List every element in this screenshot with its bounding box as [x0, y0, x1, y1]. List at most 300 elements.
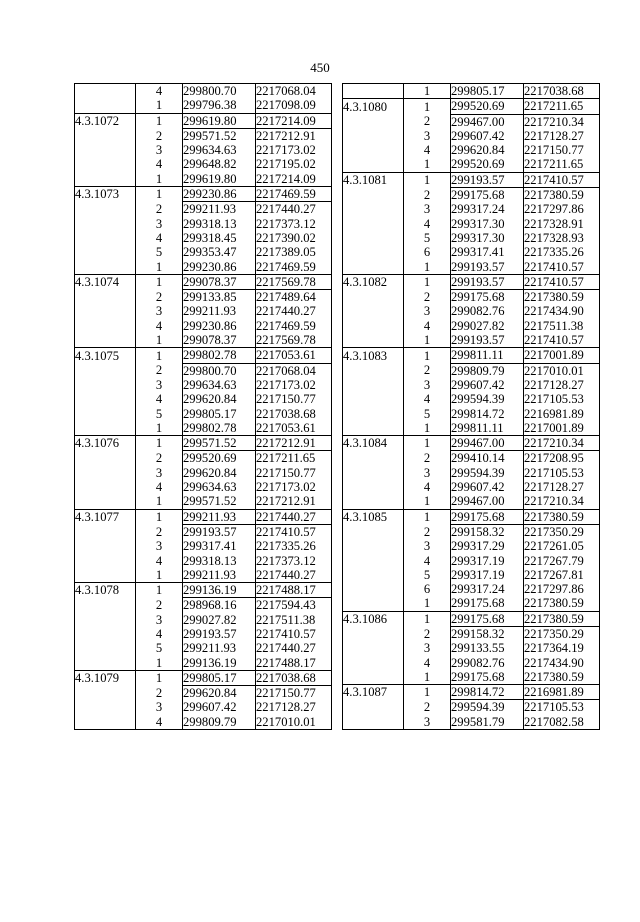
- x-coordinate-cell: 299078.37: [183, 333, 256, 348]
- table-row: [75, 686, 332, 701]
- table-row: [75, 348, 332, 363]
- x-coordinate-cell: 299467.00: [451, 494, 524, 509]
- x-coordinate-cell: 299230.86: [183, 319, 256, 333]
- table-row: [75, 378, 332, 392]
- y-coordinate-cell: 2217410.57: [524, 172, 600, 187]
- point-number-cell: 1: [136, 656, 183, 671]
- point-number-cell: 4: [404, 217, 451, 231]
- point-number-cell: 1: [404, 99, 451, 114]
- table-row: [75, 245, 332, 259]
- point-number-cell: 1: [136, 113, 183, 128]
- table-row: [343, 715, 600, 730]
- parcel-id-cell: [75, 333, 136, 348]
- y-coordinate-cell: 2217380.59: [524, 188, 600, 203]
- table-row: [75, 700, 332, 714]
- parcel-id-cell: [343, 392, 404, 406]
- table-row: [75, 641, 332, 655]
- table-row: [75, 583, 332, 598]
- table-row: [343, 626, 600, 641]
- parcel-id-cell: [343, 245, 404, 259]
- parcel-id-cell: [75, 245, 136, 259]
- y-coordinate-cell: 2217211.65: [256, 451, 332, 466]
- y-coordinate-cell: 2217569.78: [256, 333, 332, 348]
- parcel-id-cell: [75, 715, 136, 730]
- y-coordinate-cell: 2217068.04: [256, 84, 332, 99]
- x-coordinate-cell: 299619.80: [183, 113, 256, 128]
- y-coordinate-cell: 2217038.68: [256, 407, 332, 421]
- y-coordinate-cell: 2217001.89: [524, 348, 600, 363]
- parcel-id-cell: [343, 84, 404, 99]
- y-coordinate-cell: 2217390.02: [256, 231, 332, 245]
- x-coordinate-cell: 299520.69: [451, 99, 524, 114]
- parcel-id-cell: [75, 494, 136, 509]
- point-number-cell: 1: [136, 670, 183, 685]
- y-coordinate-cell: 2217380.59: [524, 596, 600, 611]
- point-number-cell: 1: [404, 436, 451, 451]
- table-row: [343, 407, 600, 421]
- x-coordinate-cell: 299230.86: [183, 187, 256, 202]
- table-row: [343, 245, 600, 259]
- y-coordinate-cell: 2217380.59: [524, 509, 600, 524]
- y-coordinate-cell: 2217489.64: [256, 290, 332, 305]
- table-row: [343, 509, 600, 524]
- y-coordinate-cell: 2217594.43: [256, 598, 332, 613]
- parcel-id-cell: 4.3.1083: [343, 348, 404, 363]
- point-number-cell: 1: [404, 494, 451, 509]
- table-row: [75, 494, 332, 509]
- parcel-id-cell: 4.3.1086: [343, 611, 404, 626]
- x-coordinate-cell: 299175.68: [451, 509, 524, 524]
- table-row: [343, 494, 600, 509]
- parcel-id-cell: [75, 157, 136, 171]
- x-coordinate-cell: 299193.57: [451, 274, 524, 289]
- parcel-id-cell: 4.3.1076: [75, 436, 136, 451]
- y-coordinate-cell: 2217328.91: [524, 217, 600, 231]
- table-row: [343, 700, 600, 715]
- x-coordinate-cell: 299811.11: [451, 348, 524, 363]
- table-row: [75, 715, 332, 730]
- point-number-cell: 2: [404, 114, 451, 129]
- parcel-id-cell: [343, 480, 404, 494]
- parcel-id-cell: [343, 319, 404, 333]
- point-number-cell: 4: [404, 554, 451, 568]
- x-coordinate-cell: 299027.82: [451, 319, 524, 333]
- y-coordinate-cell: 2217210.34: [524, 436, 600, 451]
- x-coordinate-cell: 299634.63: [183, 480, 256, 494]
- point-number-cell: 1: [136, 436, 183, 451]
- point-number-cell: 1: [404, 172, 451, 187]
- parcel-id-cell: [343, 260, 404, 275]
- parcel-id-cell: [75, 451, 136, 466]
- x-coordinate-cell: 299620.84: [183, 392, 256, 406]
- x-coordinate-cell: 299353.47: [183, 245, 256, 259]
- point-number-cell: 1: [404, 348, 451, 363]
- parcel-id-cell: [75, 84, 136, 99]
- x-coordinate-cell: 299814.72: [451, 685, 524, 700]
- table-row: [343, 99, 600, 114]
- parcel-id-cell: [343, 554, 404, 568]
- table-row: [75, 363, 332, 378]
- parcel-id-cell: [75, 363, 136, 378]
- y-coordinate-cell: 2217440.27: [256, 304, 332, 318]
- point-number-cell: 2: [404, 363, 451, 378]
- x-coordinate-cell: 299802.78: [183, 421, 256, 436]
- point-number-cell: 6: [404, 245, 451, 259]
- x-coordinate-cell: 299193.57: [183, 627, 256, 641]
- parcel-id-cell: [75, 172, 136, 187]
- table-row: [75, 598, 332, 613]
- point-number-cell: 1: [136, 172, 183, 187]
- parcel-id-cell: [75, 700, 136, 714]
- y-coordinate-cell: 2217410.57: [524, 333, 600, 348]
- y-coordinate-cell: 2217380.59: [524, 611, 600, 626]
- y-coordinate-cell: 2217569.78: [256, 274, 332, 289]
- x-coordinate-cell: 299211.93: [183, 641, 256, 655]
- x-coordinate-cell: 299158.32: [451, 524, 524, 539]
- point-number-cell: 4: [404, 319, 451, 333]
- table-row: [75, 157, 332, 171]
- y-coordinate-cell: 2217440.27: [256, 568, 332, 583]
- table-row: [75, 554, 332, 568]
- point-number-cell: 3: [404, 715, 451, 730]
- point-number-cell: 1: [404, 333, 451, 348]
- point-number-cell: 2: [404, 626, 451, 641]
- parcel-id-cell: [343, 188, 404, 203]
- point-number-cell: 1: [136, 98, 183, 113]
- y-coordinate-cell: 2217434.90: [524, 656, 600, 670]
- x-coordinate-cell: 299136.19: [183, 656, 256, 671]
- point-number-cell: 2: [404, 290, 451, 305]
- point-number-cell: 4: [404, 143, 451, 157]
- parcel-id-cell: [75, 128, 136, 143]
- y-coordinate-cell: 2217010.01: [256, 715, 332, 730]
- y-coordinate-cell: 2217350.29: [524, 524, 600, 539]
- table-row: [343, 217, 600, 231]
- table-row: [343, 304, 600, 318]
- x-coordinate-cell: 299133.55: [451, 641, 524, 655]
- y-coordinate-cell: 2217053.61: [256, 348, 332, 363]
- table-row: [343, 480, 600, 494]
- x-coordinate-cell: 299607.42: [451, 480, 524, 494]
- y-coordinate-cell: 2217267.81: [524, 568, 600, 582]
- y-coordinate-cell: 2217328.93: [524, 231, 600, 245]
- point-number-cell: 2: [136, 202, 183, 217]
- point-number-cell: 1: [136, 583, 183, 598]
- point-number-cell: 3: [404, 129, 451, 143]
- y-coordinate-cell: 2217105.53: [524, 392, 600, 406]
- point-number-cell: 1: [404, 509, 451, 524]
- x-coordinate-cell: 299193.57: [451, 333, 524, 348]
- x-coordinate-cell: 299211.93: [183, 509, 256, 524]
- point-number-cell: 2: [136, 524, 183, 539]
- table-row: [75, 436, 332, 451]
- table-row: [75, 260, 332, 275]
- parcel-id-cell: 4.3.1079: [75, 670, 136, 685]
- table-row: [343, 157, 600, 172]
- table-row: [75, 407, 332, 421]
- x-coordinate-cell: 299318.45: [183, 231, 256, 245]
- table-row: [75, 480, 332, 494]
- y-coordinate-cell: 2217211.65: [524, 157, 600, 172]
- point-number-cell: 1: [404, 670, 451, 685]
- point-number-cell: 3: [404, 202, 451, 216]
- y-coordinate-cell: 2217214.09: [256, 113, 332, 128]
- parcel-id-cell: [75, 480, 136, 494]
- table-row: [75, 319, 332, 333]
- point-number-cell: 3: [404, 539, 451, 553]
- table-row: [343, 641, 600, 655]
- table-row: [343, 114, 600, 129]
- x-coordinate-cell: 299467.00: [451, 436, 524, 451]
- point-number-cell: 3: [136, 304, 183, 318]
- parcel-id-cell: [75, 392, 136, 406]
- table-row: [75, 202, 332, 217]
- point-number-cell: 3: [404, 304, 451, 318]
- y-coordinate-cell: 2217410.57: [524, 260, 600, 275]
- x-coordinate-cell: 299802.78: [183, 348, 256, 363]
- x-coordinate-cell: 299809.79: [451, 363, 524, 378]
- x-coordinate-cell: 299318.13: [183, 554, 256, 568]
- y-coordinate-cell: 2217010.01: [524, 363, 600, 378]
- parcel-id-cell: [343, 363, 404, 378]
- table-row: [343, 188, 600, 203]
- table-row: [343, 392, 600, 406]
- x-coordinate-cell: 299520.69: [183, 451, 256, 466]
- x-coordinate-cell: 299607.42: [451, 129, 524, 143]
- x-coordinate-cell: 299620.84: [451, 143, 524, 157]
- parcel-id-cell: 4.3.1081: [343, 172, 404, 187]
- y-coordinate-cell: 2217488.17: [256, 583, 332, 598]
- x-coordinate-cell: 299594.39: [451, 700, 524, 715]
- x-coordinate-cell: 299193.57: [183, 524, 256, 539]
- table-row: [75, 451, 332, 466]
- x-coordinate-cell: 299211.93: [183, 202, 256, 217]
- point-number-cell: 5: [136, 245, 183, 259]
- table-row: [343, 129, 600, 143]
- x-coordinate-cell: 299571.52: [183, 436, 256, 451]
- point-number-cell: 3: [404, 378, 451, 392]
- x-coordinate-cell: 299082.76: [451, 304, 524, 318]
- x-coordinate-cell: 299318.13: [183, 217, 256, 231]
- table-row: [75, 509, 332, 524]
- table-row: [75, 304, 332, 318]
- point-number-cell: 4: [136, 627, 183, 641]
- y-coordinate-cell: 2217297.86: [524, 582, 600, 596]
- parcel-id-cell: [343, 333, 404, 348]
- table-row: [343, 202, 600, 216]
- x-coordinate-cell: 299410.14: [451, 451, 524, 466]
- y-coordinate-cell: 2217440.27: [256, 509, 332, 524]
- parcel-id-cell: [75, 568, 136, 583]
- y-coordinate-cell: 2217150.77: [256, 686, 332, 701]
- table-row: [75, 392, 332, 406]
- parcel-id-cell: 4.3.1080: [343, 99, 404, 114]
- y-coordinate-cell: 2217105.53: [524, 466, 600, 480]
- point-number-cell: 4: [136, 319, 183, 333]
- table-row: [75, 670, 332, 685]
- point-number-cell: 3: [404, 466, 451, 480]
- parcel-id-cell: [343, 129, 404, 143]
- point-number-cell: 3: [136, 217, 183, 231]
- x-coordinate-cell: 298968.16: [183, 598, 256, 613]
- parcel-id-cell: 4.3.1087: [343, 685, 404, 700]
- x-coordinate-cell: 299620.84: [183, 466, 256, 480]
- table-row: [75, 421, 332, 436]
- point-number-cell: 3: [136, 613, 183, 627]
- left-coordinates-table: [74, 83, 332, 730]
- x-coordinate-cell: 299607.42: [451, 378, 524, 392]
- page-number: 450: [310, 60, 330, 75]
- table-row: [343, 290, 600, 305]
- point-number-cell: 5: [136, 641, 183, 655]
- table-row: [343, 348, 600, 363]
- parcel-id-cell: [343, 290, 404, 305]
- x-coordinate-cell: 299805.17: [183, 407, 256, 421]
- y-coordinate-cell: 2217410.57: [256, 627, 332, 641]
- point-number-cell: 5: [404, 231, 451, 245]
- table-row: [75, 290, 332, 305]
- table-row: [343, 670, 600, 685]
- table-row: [343, 333, 600, 348]
- y-coordinate-cell: 2217214.09: [256, 172, 332, 187]
- table-row: [75, 613, 332, 627]
- y-coordinate-cell: 2216981.89: [524, 407, 600, 421]
- point-number-cell: 4: [136, 480, 183, 494]
- table-row: [75, 113, 332, 128]
- x-coordinate-cell: 299814.72: [451, 407, 524, 421]
- x-coordinate-cell: 299317.41: [451, 245, 524, 259]
- y-coordinate-cell: 2217001.89: [524, 421, 600, 436]
- x-coordinate-cell: 299805.17: [183, 670, 256, 685]
- point-number-cell: 1: [136, 348, 183, 363]
- parcel-id-cell: [75, 421, 136, 436]
- point-number-cell: 1: [404, 685, 451, 700]
- parcel-id-cell: [343, 421, 404, 436]
- table-row: [343, 685, 600, 700]
- parcel-id-cell: [343, 494, 404, 509]
- y-coordinate-cell: 2217038.68: [256, 670, 332, 685]
- parcel-id-cell: [343, 202, 404, 216]
- y-coordinate-cell: 2217068.04: [256, 363, 332, 378]
- y-coordinate-cell: 2217335.26: [524, 245, 600, 259]
- y-coordinate-cell: 2216981.89: [524, 685, 600, 700]
- parcel-id-cell: 4.3.1073: [75, 187, 136, 202]
- table-row: [343, 436, 600, 451]
- point-number-cell: 1: [136, 187, 183, 202]
- table-row: [343, 524, 600, 539]
- x-coordinate-cell: 299520.69: [451, 157, 524, 172]
- table-row: [343, 378, 600, 392]
- y-coordinate-cell: 2217511.38: [256, 613, 332, 627]
- y-coordinate-cell: 2217053.61: [256, 421, 332, 436]
- point-number-cell: 4: [404, 480, 451, 494]
- parcel-id-cell: [343, 596, 404, 611]
- table-row: [75, 568, 332, 583]
- point-number-cell: 5: [404, 407, 451, 421]
- parcel-id-cell: [75, 290, 136, 305]
- parcel-id-cell: [75, 539, 136, 553]
- parcel-id-cell: 4.3.1072: [75, 113, 136, 128]
- parcel-id-cell: [75, 217, 136, 231]
- x-coordinate-cell: 299078.37: [183, 274, 256, 289]
- x-coordinate-cell: 299211.93: [183, 568, 256, 583]
- table-row: [75, 187, 332, 202]
- parcel-id-cell: [343, 466, 404, 480]
- point-number-cell: 2: [136, 363, 183, 378]
- table-row: [343, 274, 600, 289]
- table-row: [75, 231, 332, 245]
- point-number-cell: 2: [404, 700, 451, 715]
- point-number-cell: 3: [136, 378, 183, 392]
- parcel-id-cell: [75, 260, 136, 275]
- y-coordinate-cell: 2217469.59: [256, 260, 332, 275]
- parcel-id-cell: [75, 466, 136, 480]
- point-number-cell: 1: [404, 260, 451, 275]
- x-coordinate-cell: 299800.70: [183, 363, 256, 378]
- y-coordinate-cell: 2217373.12: [256, 554, 332, 568]
- x-coordinate-cell: 299193.57: [451, 260, 524, 275]
- y-coordinate-cell: 2217380.59: [524, 670, 600, 685]
- table-row: [75, 627, 332, 641]
- point-number-cell: 2: [136, 686, 183, 701]
- point-number-cell: 1: [404, 274, 451, 289]
- y-coordinate-cell: 2217150.77: [256, 392, 332, 406]
- parcel-id-cell: 4.3.1078: [75, 583, 136, 598]
- x-coordinate-cell: 299317.24: [451, 202, 524, 216]
- parcel-id-cell: [75, 554, 136, 568]
- parcel-id-cell: [75, 98, 136, 113]
- x-coordinate-cell: 299634.63: [183, 143, 256, 157]
- parcel-id-cell: [75, 378, 136, 392]
- parcel-id-cell: [343, 217, 404, 231]
- parcel-id-cell: [75, 143, 136, 157]
- table-row: [75, 98, 332, 113]
- y-coordinate-cell: 2217335.26: [256, 539, 332, 553]
- parcel-id-cell: [343, 157, 404, 172]
- point-number-cell: 4: [136, 715, 183, 730]
- x-coordinate-cell: 299317.19: [451, 568, 524, 582]
- y-coordinate-cell: 2217410.57: [524, 274, 600, 289]
- table-row: [343, 554, 600, 568]
- parcel-id-cell: 4.3.1082: [343, 274, 404, 289]
- table-row: [75, 217, 332, 231]
- x-coordinate-cell: 299805.17: [451, 84, 524, 99]
- table-row: [343, 231, 600, 245]
- parcel-id-cell: [343, 641, 404, 655]
- y-coordinate-cell: 2217150.77: [524, 143, 600, 157]
- table-row: [75, 143, 332, 157]
- parcel-id-cell: [343, 656, 404, 670]
- parcel-id-cell: 4.3.1077: [75, 509, 136, 524]
- y-coordinate-cell: 2217389.05: [256, 245, 332, 259]
- table-row: [75, 539, 332, 553]
- parcel-id-cell: [75, 686, 136, 701]
- parcel-id-cell: [75, 656, 136, 671]
- y-coordinate-cell: 2217212.91: [256, 128, 332, 143]
- y-coordinate-cell: 2217195.02: [256, 157, 332, 171]
- table-row: [75, 274, 332, 289]
- x-coordinate-cell: 299317.30: [451, 217, 524, 231]
- parcel-id-cell: [75, 641, 136, 655]
- parcel-id-cell: [343, 582, 404, 596]
- parcel-id-cell: [75, 524, 136, 539]
- x-coordinate-cell: 299082.76: [451, 656, 524, 670]
- parcel-id-cell: [343, 407, 404, 421]
- y-coordinate-cell: 2217267.79: [524, 554, 600, 568]
- y-coordinate-cell: 2217210.34: [524, 494, 600, 509]
- parcel-id-cell: 4.3.1084: [343, 436, 404, 451]
- point-number-cell: 4: [404, 656, 451, 670]
